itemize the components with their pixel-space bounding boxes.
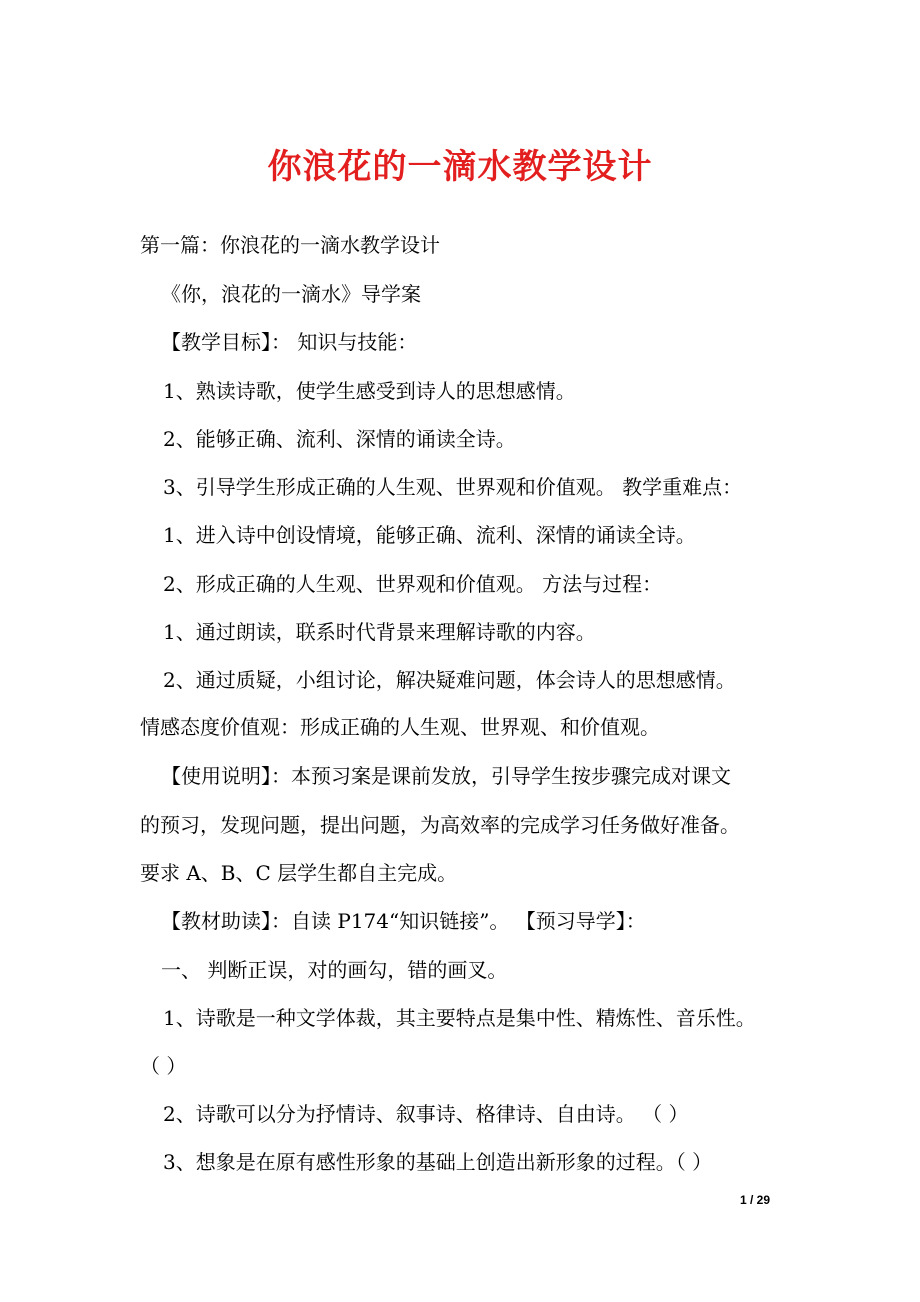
paragraph-line: 【教材助读】：自读 P174“知识链接”。 【预习导学】： bbox=[161, 909, 646, 933]
paragraph-line: 一、 判断正误，对的画勾，错的画叉。 bbox=[161, 958, 508, 982]
paragraph-line: 1、诗歌是一种文学体裁，其主要特点是集中性、精炼性、音乐性。 bbox=[163, 1006, 756, 1030]
paragraph-line: 《你，浪花的一滴水》导学案 bbox=[161, 282, 421, 306]
paragraph-line: 1、熟读诗歌，使学生感受到诗人的思想感情。 bbox=[163, 379, 576, 403]
paragraph-line: 3、想象是在原有感性形象的基础上创造出新形象的过程。（ ） bbox=[163, 1150, 713, 1174]
paragraph-line: 3、引导学生形成正确的人生观、世界观和价值观。 教学重难点： bbox=[163, 475, 743, 499]
paragraph-line: 【教学目标】： 知识与技能： bbox=[161, 330, 418, 354]
paragraph-line: 情感态度价值观：形成正确的人生观、世界观、和价值观。 bbox=[140, 715, 660, 739]
paragraph-line: 要求 A、B、C 层学生都自主完成。 bbox=[140, 861, 458, 885]
paragraph-line: 2、通过质疑，小组讨论，解决疑难问题，体会诗人的思想感情。 bbox=[163, 668, 736, 692]
paragraph-line: 2、诗歌可以分为抒情诗、叙事诗、格律诗、自由诗。 （ ） bbox=[163, 1102, 689, 1126]
paragraph-line: 的预习，发现问题，提出问题，为高效率的完成学习任务做好准备。 bbox=[140, 813, 740, 837]
paragraph-line: 1、进入诗中创设情境，能够正确、流利、深情的诵读全诗。 bbox=[163, 523, 696, 547]
section-heading: 第一篇：你浪花的一滴水教学设计 bbox=[140, 233, 440, 257]
paragraph-line: 【使用说明】：本预习案是课前发放，引导学生按步骤完成对课文 bbox=[161, 764, 731, 788]
paragraph-line: 1、通过朗读，联系时代背景来理解诗歌的内容。 bbox=[163, 620, 596, 644]
paragraph-line: 2、能够正确、流利、深情的诵读全诗。 bbox=[163, 427, 516, 451]
page-number: 1 / 29 bbox=[740, 1193, 771, 1207]
document-title: 你浪花的一滴水教学设计 bbox=[267, 147, 653, 187]
paragraph-line: 2、形成正确的人生观、世界观和价值观。 方法与过程： bbox=[163, 572, 663, 596]
paragraph-line: （ ） bbox=[140, 1054, 187, 1078]
